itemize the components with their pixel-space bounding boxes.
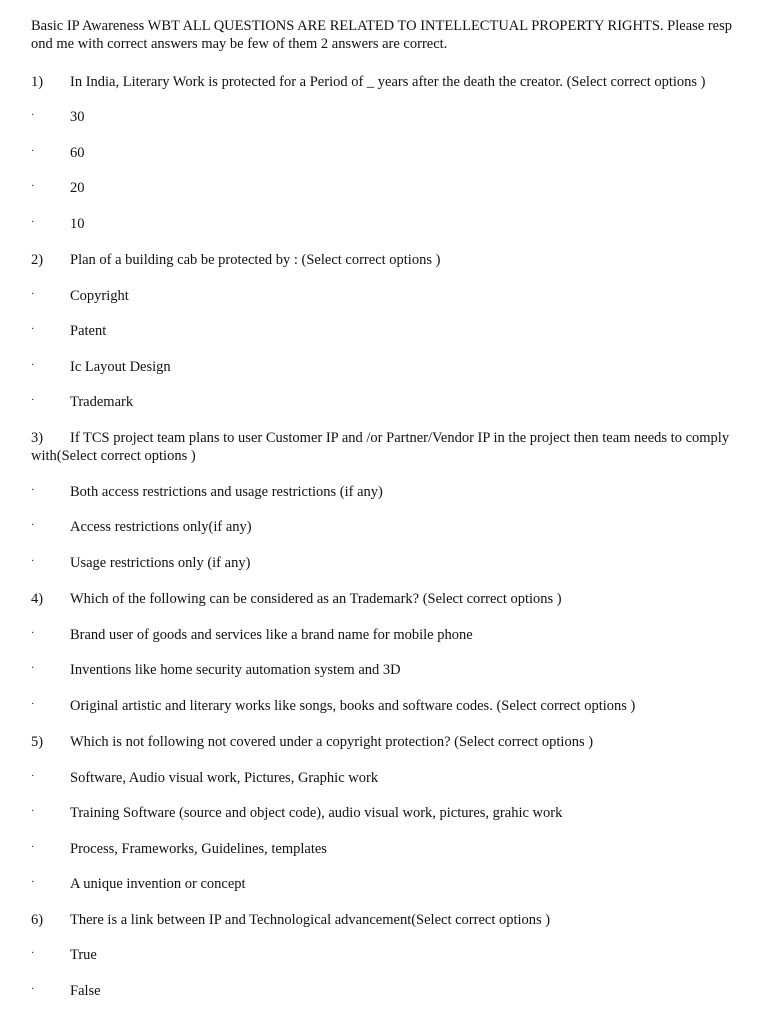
option-item <box>31 287 737 306</box>
bullet-icon: · <box>31 216 35 228</box>
option-item <box>31 946 737 965</box>
option-item <box>31 626 737 645</box>
option-text: 10 <box>70 216 85 232</box>
question-text: Which of the following can be considered as an Trademark? (Select correct options ) <box>70 591 562 607</box>
question-number: 4) <box>31 591 44 607</box>
bullet-icon: · <box>31 519 35 531</box>
option-text: Copyright <box>70 288 129 304</box>
bullet-icon: · <box>31 145 35 157</box>
option-item <box>31 358 737 377</box>
option-text: Software, Audio visual work, Pictures, Graphic work <box>70 770 379 786</box>
option-text: True <box>70 947 97 963</box>
option-item <box>31 215 737 234</box>
option-item <box>31 144 737 163</box>
bullet-icon: · <box>31 555 35 567</box>
bullet-icon: · <box>31 627 35 639</box>
option-item <box>31 554 737 573</box>
bullet-icon: · <box>31 876 35 888</box>
option-item <box>31 982 737 1001</box>
option-text: 20 <box>70 180 85 196</box>
option-item <box>31 697 737 716</box>
question-4 <box>31 590 737 608</box>
bullet-icon: · <box>31 770 35 782</box>
bullet-icon: · <box>31 180 35 192</box>
question-6 <box>31 911 737 929</box>
question-2 <box>31 251 737 269</box>
bullet-icon: · <box>31 323 35 335</box>
option-item <box>31 804 737 823</box>
option-text: Training Software (source and object code), audio visual work, pictures, grahic work <box>70 805 563 821</box>
option-text: Brand user of goods and services like a brand name for mobile phone <box>70 627 473 643</box>
question-text: If TCS project team plans to user Customer IP and /or Partner/Vendor IP in the project then team needs to comply with(Select correct options ) <box>31 430 730 464</box>
bullet-icon: · <box>31 109 35 121</box>
option-text: False <box>70 983 101 999</box>
option-text: Original artistic and literary works like songs, books and software codes. (Select correct options ) <box>70 698 636 714</box>
question-number: 5) <box>31 734 44 750</box>
bullet-icon: · <box>31 484 35 496</box>
option-item <box>31 661 737 680</box>
option-text: Patent <box>70 323 107 339</box>
bullet-icon: · <box>31 805 35 817</box>
option-item <box>31 108 737 127</box>
option-text: Access restrictions only(if any) <box>70 519 252 535</box>
option-text: Trademark <box>70 394 134 410</box>
bullet-icon: · <box>31 359 35 371</box>
option-text: Process, Frameworks, Guidelines, templates <box>70 841 327 857</box>
question-number: 1) <box>31 74 44 90</box>
question-5 <box>31 733 737 751</box>
option-item <box>31 179 737 198</box>
option-text: 60 <box>70 145 85 161</box>
option-text: A unique invention or concept <box>70 876 246 892</box>
question-text: Plan of a building cab be protected by : (Select correct options ) <box>70 252 441 268</box>
document-intro: Basic IP Awareness WBT ALL QUESTIONS ARE RELATED TO INTELLECTUAL PROPERTY RIGHTS. Please respond me with correct answers may be few of them 2 answers are correct. <box>31 18 732 52</box>
question-1 <box>31 73 737 91</box>
option-item <box>31 840 737 859</box>
question-text: There is a link between IP and Technological advancement(Select correct options ) <box>70 912 551 928</box>
option-text: Usage restrictions only (if any) <box>70 555 251 571</box>
option-item <box>31 322 737 341</box>
question-number: 3) <box>31 430 44 446</box>
option-text: Ic Layout Design <box>70 359 171 375</box>
question-text: Which is not following not covered under a copyright protection? (Select correct options ) <box>70 734 594 750</box>
option-item <box>31 518 737 537</box>
option-item <box>31 875 737 894</box>
option-text: Both access restrictions and usage restrictions (if any) <box>70 484 383 500</box>
bullet-icon: · <box>31 947 35 959</box>
option-item <box>31 769 737 788</box>
option-text: 30 <box>70 109 85 125</box>
option-item <box>31 393 737 412</box>
question-number: 6) <box>31 912 44 928</box>
option-text: Inventions like home security automation system and 3D <box>70 662 401 678</box>
question-number: 2) <box>31 252 44 268</box>
bullet-icon: · <box>31 841 35 853</box>
bullet-icon: · <box>31 698 35 710</box>
bullet-icon: · <box>31 394 35 406</box>
bullet-icon: · <box>31 983 35 995</box>
bullet-icon: · <box>31 288 35 300</box>
option-item <box>31 483 737 502</box>
question-text: In India, Literary Work is protected for a Period of _ years after the death the creator. (Select correct options ) <box>70 74 706 90</box>
question-3 <box>31 429 737 465</box>
bullet-icon: · <box>31 662 35 674</box>
